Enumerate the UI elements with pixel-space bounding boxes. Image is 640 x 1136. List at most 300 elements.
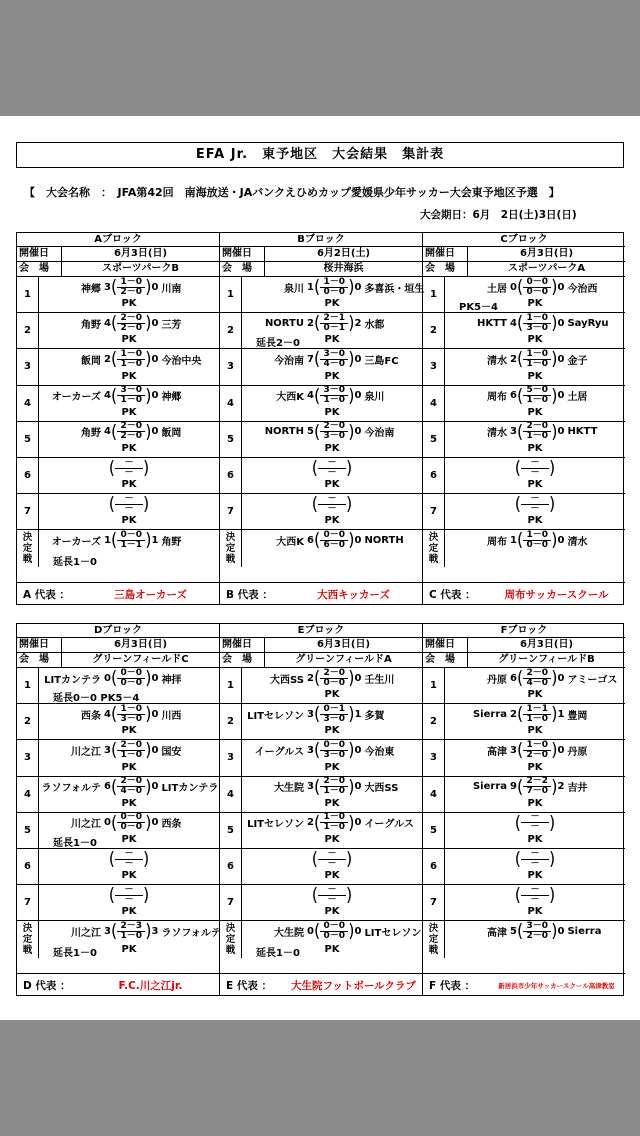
score-away: 0 <box>557 317 565 329</box>
match-extra <box>242 553 422 567</box>
final-label <box>17 530 39 566</box>
pk-label: PK <box>324 334 340 346</box>
team-away: 金子 <box>567 355 588 367</box>
paren-close: ) <box>143 493 150 515</box>
match-body <box>39 313 219 348</box>
match-line <box>242 849 422 869</box>
match-row <box>220 349 422 385</box>
match-number: 6 <box>17 849 39 884</box>
match-body <box>242 530 422 566</box>
half-scores <box>314 740 355 760</box>
match-row <box>220 813 422 849</box>
match-line <box>39 813 219 833</box>
match-row <box>17 313 219 349</box>
score-away: 0 <box>151 708 159 720</box>
score-home: 6 <box>510 390 517 402</box>
match-number: 7 <box>423 885 445 920</box>
half-stack <box>320 386 348 405</box>
score-home: 3 <box>104 925 111 937</box>
score-away: 1 <box>557 708 565 720</box>
match-line <box>445 921 625 941</box>
block-date: 6月3日(日) <box>316 639 371 650</box>
match-body <box>39 349 219 384</box>
score-away: 2 <box>557 781 565 793</box>
match-row <box>17 494 219 530</box>
second-half: 1－0 <box>120 749 142 760</box>
half-scores <box>515 885 556 905</box>
match-body <box>242 422 422 457</box>
second-half: － <box>124 894 134 905</box>
half-scores <box>312 494 353 514</box>
match-extra <box>39 515 219 529</box>
paren-open: ( <box>516 384 524 406</box>
final-match <box>423 530 625 566</box>
block-group <box>16 623 624 996</box>
score-away: 0 <box>354 672 362 684</box>
match-extra <box>445 762 625 776</box>
match-line <box>39 349 219 369</box>
team-home: 大生院 <box>274 927 304 939</box>
half-stack <box>523 422 551 441</box>
second-half: － <box>124 858 134 869</box>
final-char: 戦 <box>225 553 236 565</box>
pk-label: PK <box>324 370 340 382</box>
team-home: イーグルス <box>254 746 304 758</box>
team-home: 高津 <box>487 927 507 939</box>
match-row <box>17 813 219 849</box>
half-scores <box>111 740 152 760</box>
team-away: SayRyu <box>567 317 609 329</box>
representative-row <box>220 582 422 604</box>
block-table <box>17 233 220 604</box>
team-home: HKTT <box>477 317 507 329</box>
pk-label: PK <box>121 943 137 955</box>
paren-close: ) <box>145 739 152 761</box>
team-away: LITカンテラ <box>161 783 219 795</box>
paren-open: ( <box>516 529 524 551</box>
team-home: 西条 <box>81 710 101 722</box>
score-away: 0 <box>557 281 565 293</box>
venue-label: 会 場 <box>17 653 62 667</box>
score-away: 0 <box>354 390 362 402</box>
block-name: Aブロック <box>17 233 219 247</box>
match-extra <box>242 371 422 385</box>
match-number: 7 <box>17 494 39 529</box>
pk-label: PK <box>324 725 340 737</box>
paren-close: ) <box>145 775 152 797</box>
half-stack <box>523 350 551 369</box>
half-stack <box>521 495 549 514</box>
block-table <box>17 624 220 995</box>
second-half: 2－0 <box>120 431 142 442</box>
second-half: － <box>124 467 134 478</box>
team-away: 三島FC <box>364 355 399 367</box>
match-extra <box>39 906 219 920</box>
team-home: 高津 <box>487 746 507 758</box>
match-line <box>39 849 219 869</box>
second-half: 0－0 <box>526 286 548 297</box>
paren-close: ) <box>145 276 152 297</box>
representative-label: A 代表 ： <box>23 589 70 601</box>
paren-close: ) <box>346 457 353 478</box>
paren-close: ) <box>551 775 558 797</box>
match-number: 6 <box>423 458 445 493</box>
half-scores <box>517 277 558 297</box>
team-away: 川西 <box>161 710 182 722</box>
block-name: Bブロック <box>220 233 422 247</box>
match-body <box>242 458 422 493</box>
match-line <box>39 313 219 333</box>
score-home: 3 <box>307 744 314 756</box>
half-scores <box>517 740 558 760</box>
block-date: 6月3日(日) <box>519 248 574 259</box>
block-venue-row <box>17 262 219 277</box>
team-away: 西条 <box>161 819 182 831</box>
date-label: 開催日 <box>17 638 62 652</box>
extra-time: 延長1－0 <box>256 947 300 959</box>
paren-open: ( <box>108 848 115 869</box>
pk-label: PK <box>527 442 543 454</box>
match-row <box>220 668 422 704</box>
half-stack <box>521 886 549 905</box>
pk-label: PK <box>121 515 137 527</box>
second-half: － <box>327 858 337 869</box>
score-away: 0 <box>151 281 159 293</box>
half-scores <box>314 422 355 442</box>
pk-label: PK <box>527 479 543 491</box>
team-home: 清水 <box>487 428 507 440</box>
half-stack <box>117 314 145 333</box>
second-half: 1－0 <box>323 395 345 406</box>
first-half: － <box>318 459 346 469</box>
match-line <box>242 885 422 905</box>
team-away: 神郷 <box>161 392 182 404</box>
score-away: 0 <box>151 353 159 365</box>
results-sheet <box>0 116 640 1020</box>
first-half: 2－0 <box>523 422 551 432</box>
paren-close: ) <box>348 739 355 761</box>
half-stack <box>117 386 145 405</box>
paren-open: ( <box>516 703 524 725</box>
paren-close: ) <box>551 739 558 761</box>
extra-time: 延長0－0 PK5－4 <box>53 693 140 705</box>
first-half: 1－0 <box>117 350 145 360</box>
final-char: 定 <box>225 542 236 554</box>
team-away: 清水 <box>567 536 588 548</box>
match-body <box>39 668 219 703</box>
team-home: 清水 <box>487 355 507 367</box>
match-number: 1 <box>17 668 39 703</box>
paren-open: ( <box>516 276 524 297</box>
match-body <box>445 349 625 384</box>
pk-label: PK <box>324 689 340 701</box>
pk-label: PK <box>324 761 340 773</box>
paren-close: ) <box>145 920 152 942</box>
match-number: 6 <box>220 849 242 884</box>
score-away: 3 <box>151 925 159 937</box>
match-row <box>220 386 422 422</box>
half-stack <box>117 813 145 832</box>
team-away: 飯岡 <box>161 428 182 440</box>
score-home: 4 <box>104 390 111 402</box>
representative-row <box>17 973 219 995</box>
paren-open: ( <box>313 529 321 551</box>
half-scores <box>515 849 556 869</box>
final-char: 戦 <box>428 944 439 956</box>
paren-open: ( <box>110 348 118 370</box>
score-away: 0 <box>151 817 159 829</box>
block-venue: 桜井海浜 <box>323 263 364 274</box>
first-half: 0－0 <box>320 922 348 932</box>
match-number: 5 <box>423 813 445 848</box>
paren-close: ) <box>549 457 556 478</box>
pk-label: PK <box>121 761 137 773</box>
match-line <box>39 777 219 797</box>
match-row <box>423 422 625 458</box>
match-line <box>445 494 625 514</box>
match-extra <box>242 298 422 312</box>
second-half: － <box>530 894 540 905</box>
second-half: 4－0 <box>120 786 142 797</box>
paren-close: ) <box>551 348 558 370</box>
paren-close: ) <box>346 884 353 906</box>
paren-close: ) <box>551 276 558 297</box>
representative-label: E 代表 ： <box>226 980 272 992</box>
match-extra <box>445 553 625 567</box>
match-extra <box>445 725 625 739</box>
match-line <box>445 885 625 905</box>
half-scores <box>314 813 355 833</box>
match-line <box>39 277 219 297</box>
half-stack <box>115 886 143 905</box>
match-line <box>242 921 422 941</box>
team-away: 壬生川 <box>364 674 395 686</box>
match-extra <box>39 371 219 385</box>
first-half: 0－0 <box>117 813 145 823</box>
first-half: 0－0 <box>117 669 145 679</box>
first-half: 1－0 <box>523 531 551 541</box>
pk-label: PK <box>121 725 137 737</box>
block-date: 6月3日(日) <box>113 248 168 259</box>
score-away: 0 <box>354 781 362 793</box>
match-number: 4 <box>17 777 39 812</box>
match-body <box>445 313 625 348</box>
first-half: 1－0 <box>320 813 348 823</box>
second-half: 1－0 <box>120 395 142 406</box>
match-body <box>445 422 625 457</box>
pk-label: PK <box>527 515 543 527</box>
date-label: 開催日 <box>423 638 468 652</box>
pk-label: PK <box>324 515 340 527</box>
match-number: 7 <box>220 885 242 920</box>
team-home: 川之江 <box>71 819 101 831</box>
half-stack <box>320 777 348 796</box>
half-stack <box>523 314 551 333</box>
pk-label: PK <box>324 870 340 882</box>
paren-open: ( <box>108 457 115 478</box>
half-scores <box>517 530 558 550</box>
first-half: － <box>115 495 143 505</box>
first-half: － <box>521 886 549 896</box>
team-away: 今治南 <box>364 428 395 440</box>
team-home: 土居 <box>487 283 507 295</box>
half-scores <box>314 277 355 297</box>
team-away: 大西SS <box>364 783 399 795</box>
first-half: 2－1 <box>320 314 348 324</box>
half-scores <box>517 349 558 369</box>
final-char: 定 <box>22 542 33 554</box>
final-label <box>17 921 39 957</box>
match-number: 2 <box>423 704 445 739</box>
pk-label: PK <box>527 725 543 737</box>
pk-label: PK <box>324 833 340 845</box>
match-extra <box>39 334 219 348</box>
match-row <box>423 668 625 704</box>
match-body <box>445 668 625 703</box>
half-scores <box>515 813 556 833</box>
match-row <box>17 422 219 458</box>
match-row <box>17 458 219 494</box>
final-char: 戦 <box>22 944 33 956</box>
half-stack <box>117 669 145 688</box>
match-body <box>445 921 625 957</box>
score-away: 0 <box>151 781 159 793</box>
half-scores <box>314 921 355 941</box>
first-half: 1－1 <box>523 705 551 715</box>
match-number: 1 <box>17 277 39 312</box>
match-row <box>17 704 219 740</box>
half-stack <box>320 422 348 441</box>
paren-close: ) <box>549 493 556 515</box>
match-line <box>445 277 625 297</box>
half-scores <box>517 704 558 724</box>
block-table <box>220 233 423 604</box>
match-extra <box>445 944 625 958</box>
paren-open: ( <box>313 420 321 442</box>
second-half: － <box>530 467 540 478</box>
final-match <box>17 530 219 566</box>
paren-open: ( <box>516 312 524 334</box>
score-away: 0 <box>557 672 565 684</box>
half-scores <box>111 813 152 833</box>
match-line <box>39 704 219 724</box>
pk-label: PK <box>527 870 543 882</box>
first-half: 5－0 <box>523 386 551 396</box>
match-body <box>445 849 625 884</box>
second-half: － <box>530 503 540 514</box>
paren-close: ) <box>143 848 150 869</box>
paren-close: ) <box>143 457 150 478</box>
second-half: 0－0 <box>526 539 548 550</box>
representative-team: F.C.川之江jr. <box>118 980 183 992</box>
paren-close: ) <box>145 811 152 833</box>
half-scores <box>111 277 152 297</box>
match-body <box>39 422 219 457</box>
final-char: 決 <box>225 531 236 543</box>
half-scores <box>312 458 353 478</box>
match-body <box>39 458 219 493</box>
first-half: 0－0 <box>320 531 348 541</box>
venue-label: 会 場 <box>17 262 62 276</box>
half-stack <box>320 741 348 760</box>
tournament-dates: 大会期日：6月 2日(土)3日(日) <box>420 209 577 221</box>
match-extra <box>39 689 219 703</box>
paren-close: ) <box>348 775 355 797</box>
first-half: 2－0 <box>117 314 145 324</box>
half-scores <box>314 386 355 406</box>
half-stack <box>117 922 145 941</box>
paren-close: ) <box>348 276 355 297</box>
half-stack <box>318 850 346 869</box>
team-away: 多喜浜・垣生 <box>364 283 425 295</box>
half-scores <box>111 349 152 369</box>
match-body <box>445 885 625 920</box>
score-away: 0 <box>354 925 362 937</box>
final-match <box>17 921 219 957</box>
match-extra <box>242 334 422 348</box>
second-half: － <box>124 503 134 514</box>
half-stack <box>318 459 346 478</box>
paren-open: ( <box>514 848 521 869</box>
block-name: Cブロック <box>423 233 625 247</box>
half-scores <box>111 386 152 406</box>
paren-close: ) <box>145 703 152 725</box>
match-number: 7 <box>17 885 39 920</box>
team-home: NORTU <box>264 317 304 329</box>
paren-open: ( <box>516 739 524 761</box>
paren-open: ( <box>110 739 118 761</box>
paren-open: ( <box>110 703 118 725</box>
match-line <box>445 530 625 550</box>
half-stack <box>523 669 551 688</box>
match-number: 3 <box>220 349 242 384</box>
paren-open: ( <box>514 811 521 833</box>
match-body <box>242 386 422 421</box>
date-label: 開催日 <box>17 247 62 261</box>
match-body <box>39 777 219 812</box>
paren-close: ) <box>348 312 355 334</box>
half-stack <box>320 531 348 550</box>
first-half: 2－3 <box>117 922 145 932</box>
half-stack <box>523 705 551 724</box>
match-line <box>242 494 422 514</box>
score-home: 1 <box>510 534 517 546</box>
match-line <box>242 422 422 442</box>
match-extra <box>445 443 625 457</box>
match-body <box>242 849 422 884</box>
score-home: 0 <box>307 925 314 937</box>
team-home: NORTH <box>264 426 304 438</box>
score-home: 6 <box>307 534 314 546</box>
score-home: 4 <box>104 426 111 438</box>
final-char: 定 <box>225 933 236 945</box>
score-away: 1 <box>354 708 362 720</box>
match-row <box>17 668 219 704</box>
half-scores <box>109 494 150 514</box>
match-body <box>242 276 425 312</box>
final-label <box>423 921 445 957</box>
score-away: 0 <box>557 534 565 546</box>
match-extra <box>242 407 422 421</box>
first-half: 2－0 <box>320 777 348 787</box>
final-match <box>220 921 422 957</box>
score-home: 1 <box>307 281 314 293</box>
paren-open: ( <box>313 739 321 761</box>
match-row <box>220 777 422 813</box>
first-half: － <box>318 850 346 860</box>
pk-label: PK <box>121 334 137 346</box>
team-away: LITセレソン <box>364 927 422 939</box>
